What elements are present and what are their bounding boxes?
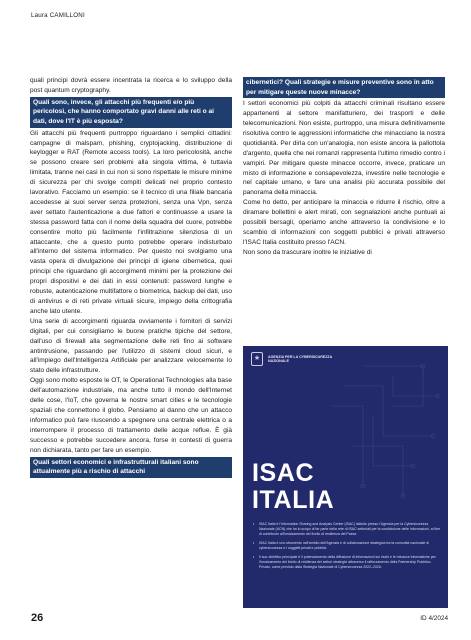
answer-paragraph-3: Oggi sono molto esposte le OT, le Operational Technologies alla base dell'automazione industriale, ma anche tutto il mondo dell'Internet delle cose, l'IoT, che governa le nostre smart cities e le tecnologie spaziali che connettono il globo. Pensiamo al danno che un attacco informatico può fare riuscendo a spegnere una centrale elettrica o a interrompere il processo di trattamento delle acque reflue. È già successo e potrebbe succedere ancora, forse in contesti di guerra non dichiarata, tanto per fare un esempio. <box>30 377 232 454</box>
agency-logo <box>251 352 338 366</box>
answer-paragraph-6: Non sono da trascurare inoltre le iniziative di <box>243 248 372 256</box>
right-column <box>243 76 445 258</box>
answer-paragraph-1: Gli attacchi più frequenti purtroppo riguardano i semplici cittadini: campagne di malspam, phishing, cryptojacking, distribuzione di keylogger e RAT (Remote access tools). La loro pericolosità, anche se possono creare seri problemi alla singola vittima, è tuttavia limitata, tranne nei casi in cui non si sono rispettate le misure minime di sicurezza per chi svolge compiti delicati nel proprio contesto lavorativo. Facciamo un esempio: se il tecnico di una filiale bancaria accedesse ai suoi server senza protezioni, senza una Vpn, senza aver settato l'autenticazione a due fattori e continuasse a usare la stessa password fatta con il nome della squadra del cuore, potrebbe consentire molto più facilmente l'infiltrazione silenziosa di un attaccante, che a questo punto potrebbe operare indisturbato all'interno del sistema informatico. Per questo noi svolgiamo una vasta opera di divulgazione dei principi di igiene cibernetica, quei principi che riguardano gli accorgimenti minimi per la protezione dei propri dispositivi e dei dati in essi contenuti: password lunghe e robuste, autenticazione multifattore o biometrica, backup dei dati, uso di antivirus e di reti private virtuali sicure, impiego della crittografia anche lato utente. <box>30 129 232 315</box>
left-column <box>30 76 232 479</box>
bullet-icon: • <box>253 555 255 559</box>
isac-italia-figure <box>243 346 448 608</box>
bullet-icon: • <box>253 522 255 526</box>
figure-title <box>252 460 334 514</box>
question-heading-1: Quali sono, invece, gli attacchi più frequenti e/o più pericolosi, che hanno comportato gravi danni alle reti o ai dati, dove l'IT è più esposta? <box>30 97 232 128</box>
figure-bullet: • Il suo obiettivo principale è il potenziamento della diffusione di informazioni sui rischi e le minacce informatiche per l'innalzamento del livello di resilienza dei settori strategici attraverso il rafforzamento della Partnership Pubblico-Privato, come previsto dalla Strategia Nazionale di Cybersicurezza 2022–2026. <box>253 555 436 569</box>
intro-paragraph: quali principi dovrà essere incentrata la ricerca e lo sviluppo della post quantum cryptography. <box>30 77 232 94</box>
agency-name: AGENZIA PER LA CYBERSICUREZZA NAZIONALE <box>268 354 333 363</box>
author-name: Laura CAMILLONI <box>31 12 85 19</box>
question-heading-3: cibernetici? Quali strategie e misure preventive sono in atto per mitigare queste nuove minacce? <box>243 77 445 98</box>
shield-icon: ★ <box>251 352 263 366</box>
figure-title-line-2: ITALIA <box>252 486 335 514</box>
question-heading-2: Quali settori economici e infrastrutturali italiani sono attualmente più a rischio di attacchi <box>30 457 232 478</box>
figure-bullet: • ISAC Italia è uno strumento nell'ambito dell'Agenzia e di collaborazione strategica tra la comunità nazionale di cybersicurezza e i soggetti privati e pubblici. <box>253 541 430 550</box>
issue-label: ID 4/2024 <box>420 615 448 622</box>
answer-paragraph-2: Una serie di accorgimenti riguarda ovviamente i fornitori di servizi digitali, per cui consigliamo le buone pratiche tipiche del settore, dall'uso di firewall alla segmentazione delle reti fino ai software antintrusione, passando per l'utilizzo di sistemi cloud sicuri, e all'impiego dell'Intelligenza Artificiale per analizzare velocemente lo stato delle infrastrutture. <box>30 317 232 375</box>
figure-bullet-list <box>253 522 443 574</box>
bullet-icon: • <box>253 541 255 545</box>
figure-bullet: • ISAC Italia è l'Information Sharing and Analysis Center (ISAC) istituito presso l'Agenzia per la Cybersicurezza Nazionale (ACN) che ha lo scopo di far parte della rete di ISAC settoriali per la condivisione delle informazioni, al fine di contribuire all'innalzamento del livello di resilienza del Paese. <box>253 522 441 536</box>
page-number: 26 <box>31 612 44 624</box>
figure-title-line-1: ISAC <box>252 459 315 487</box>
answer-paragraph-5: Come ho detto, per anticipare la minaccia e ridurre il rischio, oltre a diramare bollettini e alert mirati, con segnalazioni anche puntuali ai possibili bersagli, operiamo anche attraverso la condivisione e lo scambio di informazioni con soggetti pubblici e privati attraverso l'ISAC Italia costituito presso l'ACN. <box>243 199 445 246</box>
answer-paragraph-4: I settori economici più colpiti da attacchi criminali risultano essere appartenenti al settore manifatturiero, dei trasporti e delle telecomunicazioni. Non esiste, purtroppo, una misura definitivamente risolutiva contro le aggressioni informatiche che minacciano la nostra quotidianità. Per dirla con un'analogia, non esiste ancora la pallottola d'argento, quella che nei romanzi rappresenta l'ultimo rimedio contro i vampiri. Per mitigare queste minacce occorre, invece, praticare un misto di informazione e consapevolezza, investire nelle tecnologie e nel capitale umano, e fare una analisi più accurata possibile del panorama della minaccia. <box>243 100 445 197</box>
